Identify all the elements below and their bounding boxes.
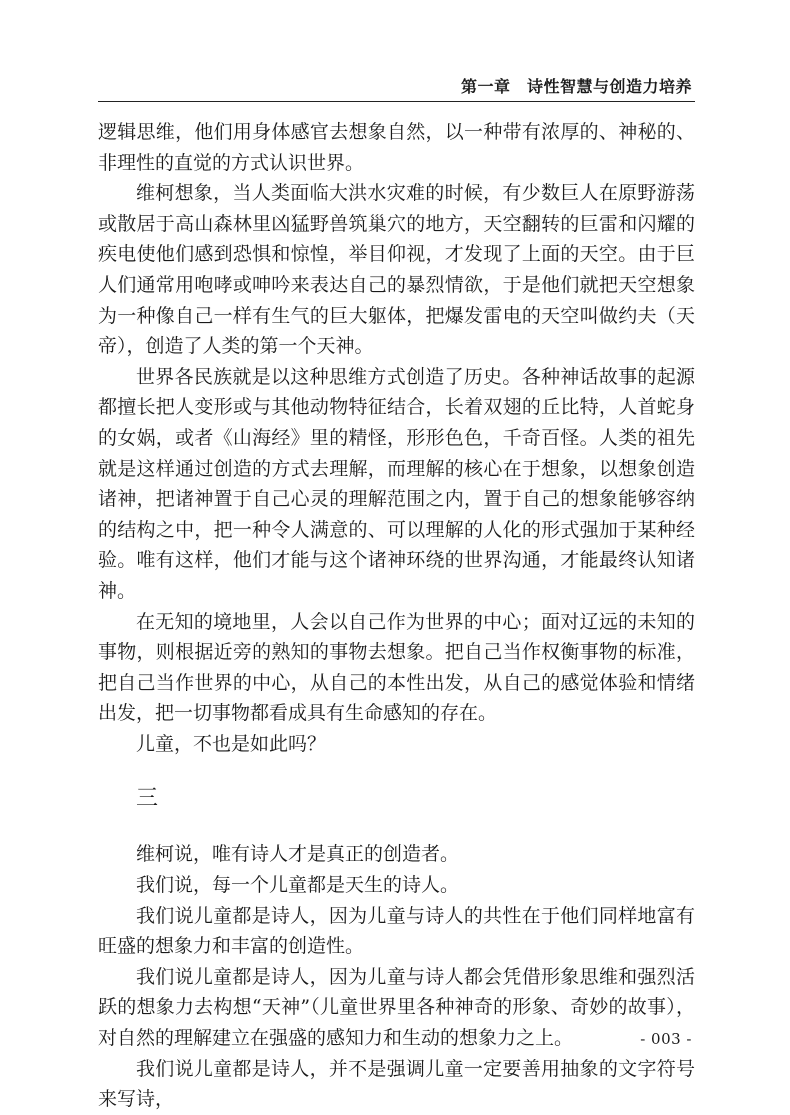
running-head: 第一章 诗性智慧与创造力培养: [460, 77, 692, 96]
paragraph: 我们说，每一个儿童都是天生的诗人。: [136, 874, 460, 897]
paragraph: 我们说儿童都是诗人，因为儿童与诗人都会凭借形象思维和强烈活跃的想象力去构想“天神”（儿童世界里各种神奇的形象、奇妙的故事），对自然的理解建立在强盛的感知力和生动的想象力之上。: [98, 965, 695, 1050]
page-body: [98, 117, 695, 1115]
paragraph: 维柯想象，当人类面临大洪水灾难的时候，有少数巨人在原野游荡或散居于高山森林里凶猛野兽筑巢穴的地方，天空翻转的巨雷和闪耀的疾电使他们感到恐惧和惊惶，举目仰视，才发现了上面的天空。由于巨人们通常用咆哮或呻吟来表达自己的暴烈情欲，于是他们就把天空想象为一种像自己一样有生气的巨大躯体，把爆发雷电的天空叫做约夫（天帝），创造了人类的第一个天神。: [98, 182, 695, 358]
paragraph-truncated: 我们说儿童都是诗人，并不是强调儿童一定要善用抽象的文字符号来写诗，: [98, 1057, 695, 1111]
paragraph: 在无知的境地里，人会以自己作为世界的中心；面对辽远的未知的事物，则根据近旁的熟知的事物去想象。把自己当作权衡事物的标准，把自己当作世界的中心，从自己的本性出发，从自己的感觉体验和情绪出发，把一切事物都看成具有生命感知的存在。: [98, 610, 695, 725]
paragraph: 儿童，不也是如此吗？: [136, 732, 327, 755]
paragraph: 维柯说，唯有诗人才是真正的创造者。: [136, 843, 460, 866]
paragraph-continued: 逻辑思维，他们用身体感官去想象自然，以一种带有浓厚的、神秘的、非理性的直觉的方式认识世界。: [98, 121, 695, 174]
paragraph: 世界各民族就是以这种思维方式创造了历史。各种神话故事的起源都擅长把人变形或与其他动物特征结合，长着双翅的丘比特，人首蛇身的女娲，或者《山海经》里的精怪，形形色色，千奇百怪。人类的祖先就是这样通过创造的方式去理解，而理解的核心在于想象，以想象创造诸神，把诸神置于自己心灵的理解范围之内，置于自己的想象能够容纳的结构之中，把一种令人满意的、可以理解的人化的形式强加于某种经验。唯有这样，他们才能与这个诸神环绕的世界沟通，才能最终认知诸神。: [98, 365, 695, 602]
page-number: - 003 -: [640, 1030, 692, 1048]
paragraph: 我们说儿童都是诗人，因为儿童与诗人的共性在于他们同样地富有旺盛的想象力和丰富的创造性。: [98, 904, 695, 958]
header-rule: [98, 101, 695, 102]
section-heading: 三: [136, 786, 159, 812]
